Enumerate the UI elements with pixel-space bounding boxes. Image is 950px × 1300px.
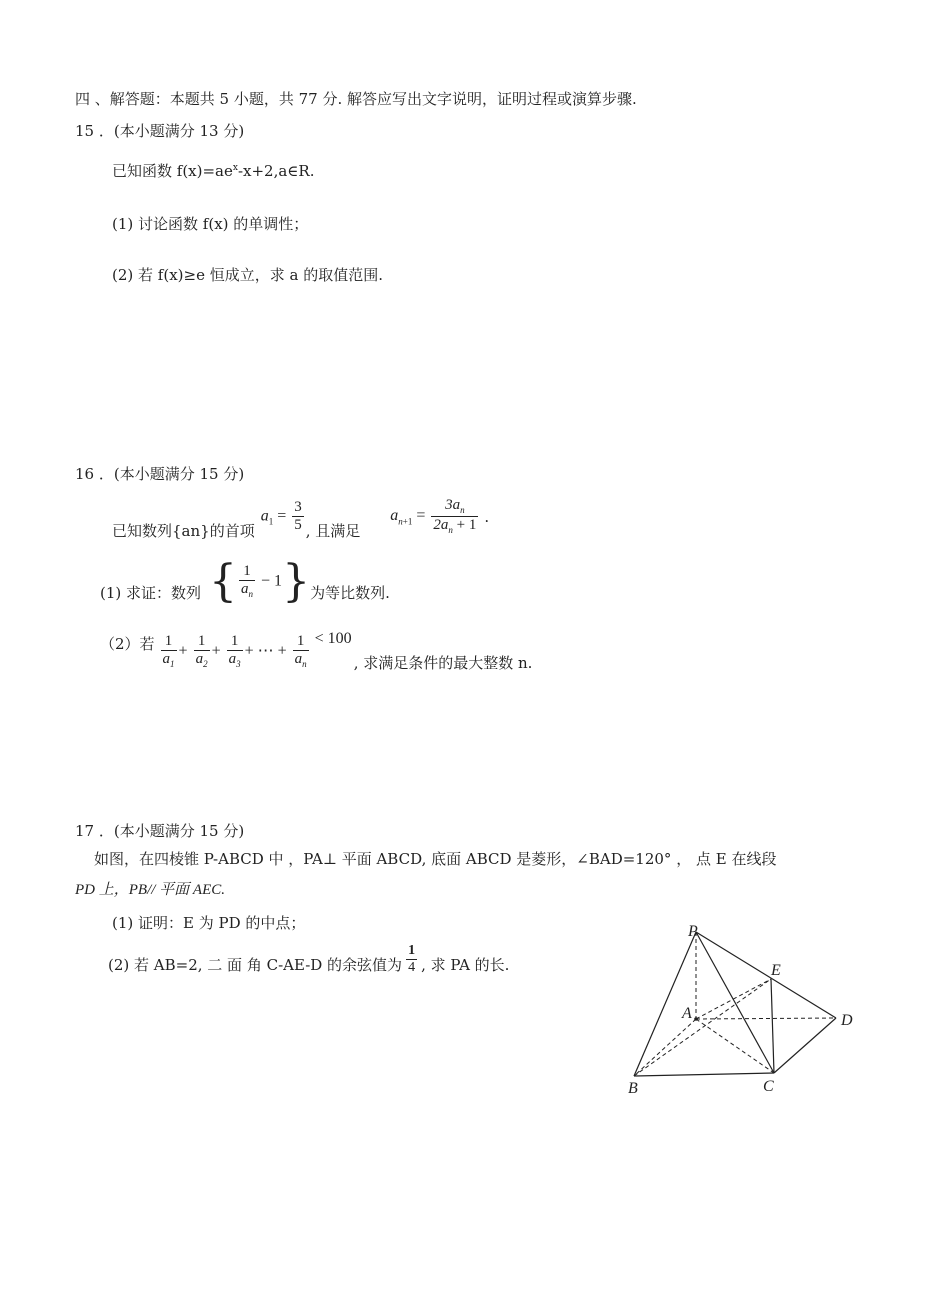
q16-stem-mid: , 且满足 (305, 522, 361, 540)
q16-stem-prefix: 已知数列{an}的首项 (112, 522, 255, 540)
sum-term-n: $\frac{1}{a_n}$ (294, 632, 307, 669)
edge-AE (696, 979, 771, 1019)
label-B: B (628, 1080, 638, 1097)
q16-part2-prefix: （2）若 (100, 635, 155, 653)
q17-part1: (1) 证明：E 为 PD 的中点； (112, 914, 306, 932)
q16-sum-expr: $\frac{1}{a_1}$ + $\frac{1}{a_2}$ + $\frac{1}{a_3}$ + ⋯ + $\frac{1}{a_n}$ < 100 (162, 630, 352, 669)
edge-CD (774, 1018, 836, 1073)
edge-AC (696, 1019, 774, 1073)
sum-term-2: $\frac{1}{a_2}$ (195, 632, 208, 669)
recurrence-fraction (431, 498, 478, 535)
cosine-fraction-den: 4 (408, 959, 416, 975)
cosine-fraction-num: 1 (408, 943, 416, 958)
q17-part2-prefix: (2) 若 AB=2, 二 面 角 C-AE-D 的余弦值为 (108, 956, 403, 975)
recurrence-num: $3a_n$ (445, 497, 465, 516)
q16-stem (112, 492, 489, 541)
a1-fraction-num: 3 (294, 498, 302, 515)
label-A: A (682, 1005, 692, 1022)
a1-fraction (292, 500, 304, 534)
q16-part1-expr (237, 564, 282, 599)
part1-fraction (239, 564, 255, 599)
q16-title: 16 ．(本小题满分 15 分) (75, 465, 245, 483)
q16-part1 (100, 556, 390, 607)
q17-stem-line2: PD 上，PB// 平面 AEC. (75, 882, 225, 898)
label-C: C (763, 1078, 774, 1095)
recurrence-den-text: 2a (433, 516, 449, 533)
part1-fraction-num: 1 (243, 563, 251, 580)
sum-term-3: $\frac{1}{a_3}$ (228, 632, 241, 669)
edge-CE (771, 979, 774, 1073)
edge-PC (696, 932, 774, 1073)
part1-fraction-den-text: a (241, 581, 249, 598)
left-brace: { (209, 556, 238, 607)
q16-recurrence-formula: $a_{n+1}$ = $\frac{3a_n}{2a_n + 1}$ (390, 497, 477, 535)
sum-term-1: $\frac{1}{a_1}$ (162, 632, 175, 669)
right-brace: } (282, 556, 311, 607)
q15-stem-suffix: -x+2,a∈R. (237, 162, 315, 180)
q16-part2-suffix: , 求满足条件的最大整数 n. (353, 654, 533, 672)
recurrence-den: $2a_n + 1$ (433, 516, 477, 535)
q15-part2: (2) 若 f(x)≥e 恒成立，求 a 的取值范围. (112, 266, 383, 284)
q15-stem-sup: x (232, 163, 238, 173)
q17-title: 17 ．(本小题满分 15 分) (75, 822, 245, 840)
a1-fraction-den: 5 (294, 516, 302, 533)
pyramid-figure (620, 918, 870, 1098)
q16-part1-suffix: 为等比数列. (310, 583, 390, 602)
label-E: E (771, 962, 781, 979)
q17-part2-suffix: , 求 PA 的长. (421, 956, 510, 975)
section-heading: 四 、解答题：本题共 5 小题，共 77 分. 解答应写出文字说明，证明过程或演算步骤. (75, 90, 637, 108)
sum-tail: < 100 (314, 630, 352, 648)
edge-AB (634, 1019, 696, 1076)
a1-symbol: a (260, 507, 269, 525)
q16-stem-end: . (484, 507, 490, 526)
part1-tail: − 1 (257, 572, 283, 590)
q16-part1-prefix: (1) 求证：数列 (100, 583, 202, 602)
q16-a1-formula: $a_1$ = $\frac{3}{5}$ (260, 498, 302, 533)
edge-AD (696, 1018, 836, 1019)
part1-fraction-den: $a_n$ (241, 581, 254, 600)
q17-stem-line1: 如图，在四棱锥 P-ABCD 中 ，PA⊥ 平面 ABCD, 底面 ABCD 是菱形，∠BAD=120° ， 点 E 在线段 (94, 850, 777, 868)
label-D: D (841, 1012, 853, 1029)
edge-BC (634, 1073, 774, 1076)
label-P: P (688, 923, 698, 940)
edge-PD (696, 932, 836, 1018)
recurrence-den-tail: + 1 (452, 516, 477, 533)
q15-stem-prefix: 已知函数 f(x)=ae (112, 162, 233, 180)
q16-part2 (100, 630, 532, 673)
q15-part1: (1) 讨论函数 f(x) 的单调性； (112, 215, 309, 233)
cosine-fraction (406, 944, 417, 975)
q15-title: 15 ．(本小题满分 13 分) (75, 122, 245, 140)
recurrence-lhs: a (390, 507, 399, 525)
recurrence-num-text: 3a (445, 497, 461, 514)
q15-stem (112, 160, 314, 181)
q17-part2 (108, 944, 509, 975)
point-A (694, 1017, 698, 1021)
